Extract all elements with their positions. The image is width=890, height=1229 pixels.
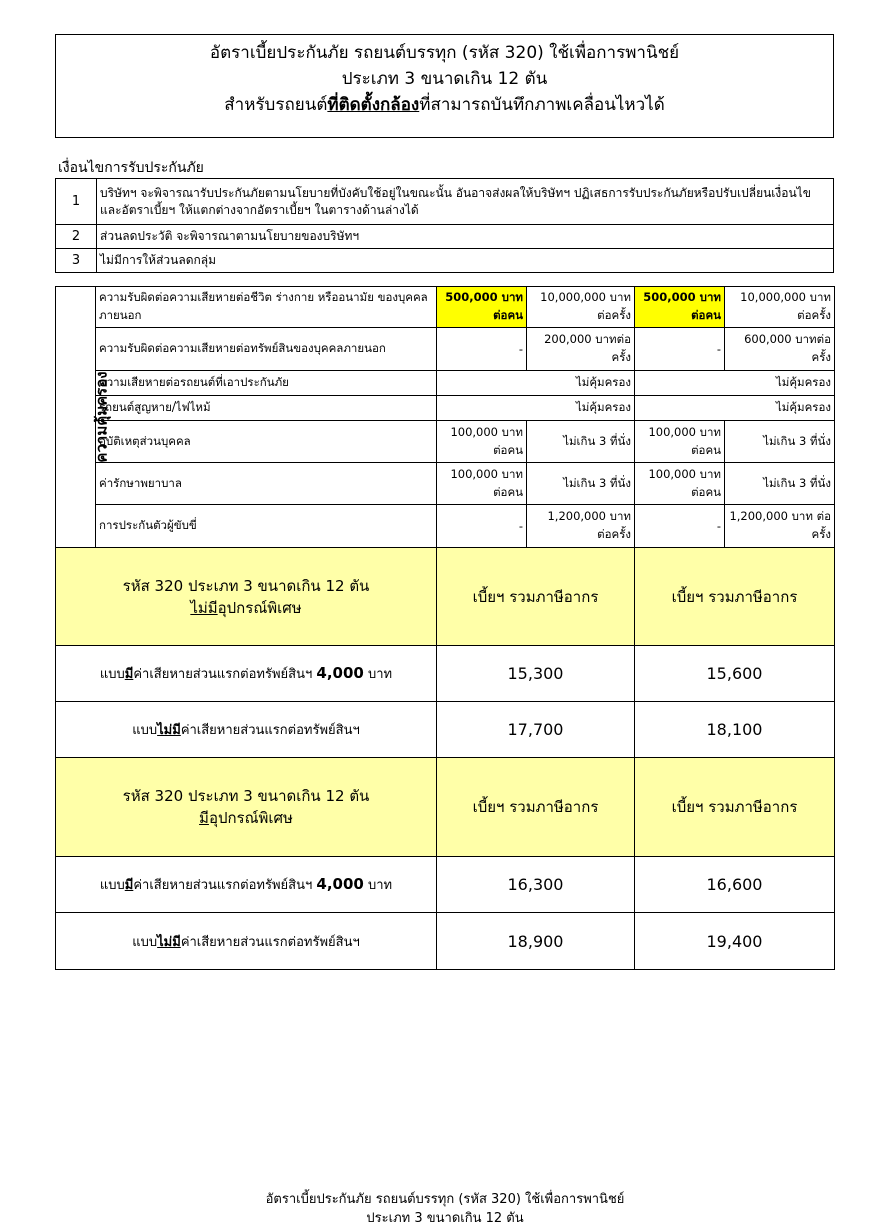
- premium-column-header: เบี้ยฯ รวมภาษีอากร: [437, 548, 635, 646]
- title-line-3-emphasis: ที่ติดตั้งกล้อง: [327, 95, 420, 115]
- premium-table-with-equipment: [55, 757, 835, 970]
- premium-column-header: เบี้ยฯ รวมภาษีอากร: [635, 758, 835, 857]
- coverage-value: 10,000,000 บาท ต่อครั้ง: [725, 287, 835, 328]
- premium-row: [56, 913, 835, 970]
- premium-header-row: [56, 548, 835, 646]
- coverage-value: 200,000 บาทต่อครั้ง: [527, 328, 635, 371]
- coverage-label: ความรับผิดต่อความเสียหายต่อทรัพย์สินของบุคคลภายนอก: [96, 328, 437, 371]
- coverage-value: ไม่คุ้มครอง: [635, 371, 835, 396]
- title-line-3-post: ที่สามารถบันทึกภาพเคลื่อนไหวได้: [419, 95, 665, 115]
- coverage-value: 100,000 บาท ต่อคน: [635, 421, 725, 463]
- coverage-value: -: [437, 328, 527, 371]
- coverage-value: -: [437, 505, 527, 548]
- coverage-value: ไม่คุ้มครอง: [437, 396, 635, 421]
- premium-row-label: แบบไม่มีค่าเสียหายส่วนแรกต่อทรัพย์สินฯ: [56, 702, 437, 758]
- premium-value: 19,400: [635, 913, 835, 970]
- coverage-label: การประกันตัวผู้ขับขี่: [96, 505, 437, 548]
- coverage-value: ไม่คุ้มครอง: [635, 396, 835, 421]
- conditions-table: [55, 178, 834, 273]
- coverage-row: [56, 287, 835, 328]
- footer-line-2: ประเภท 3 ขนาดเกิน 12 ตัน: [366, 1211, 524, 1226]
- condition-row: [56, 249, 834, 273]
- coverage-value: 1,200,000 บาท ต่อครั้ง: [527, 505, 635, 548]
- conditions-heading: เงื่อนไขการรับประกันภัย: [58, 160, 204, 176]
- premium-title-line-1: รหัส 320 ประเภท 3 ขนาดเกิน 12 ตัน: [122, 576, 370, 595]
- premium-row: [56, 702, 835, 758]
- condition-text: ไม่มีการให้ส่วนลดกลุ่ม: [97, 249, 834, 273]
- premium-value: 18,100: [635, 702, 835, 758]
- premium-row-label: แบบมีค่าเสียหายส่วนแรกต่อทรัพย์สินฯ 4,000 บาท: [56, 857, 437, 913]
- coverage-value: 100,000 บาท ต่อคน: [437, 463, 527, 505]
- premium-title-line-2: มีอุปกรณ์พิเศษ: [199, 809, 293, 827]
- condition-text: ส่วนลดประวัติ จะพิจารณาตามนโยบายของบริษัทฯ: [97, 225, 834, 249]
- document-title-box: [55, 34, 834, 138]
- coverage-label: ความเสียหายต่อรถยนต์ที่เอาประกันภัย: [96, 371, 437, 396]
- coverage-value: ไม่เกิน 3 ที่นั่ง: [725, 463, 835, 505]
- title-line-3-pre: สำหรับรถยนต์: [224, 95, 328, 115]
- condition-number: 2: [56, 225, 97, 249]
- coverage-label: รถยนต์สูญหาย/ไฟไหม้: [96, 396, 437, 421]
- title-line-2: ประเภท 3 ขนาดเกิน 12 ตัน: [341, 69, 548, 89]
- premium-value: 15,300: [437, 646, 635, 702]
- premium-title-line-2: ไม่มีอุปกรณ์พิเศษ: [190, 598, 302, 617]
- coverage-row: [56, 463, 835, 505]
- premium-value: 16,300: [437, 857, 635, 913]
- coverage-side-label: ความคุ้มครอง: [56, 287, 96, 548]
- coverage-value: ไม่คุ้มครอง: [437, 371, 635, 396]
- coverage-table: [55, 286, 835, 548]
- footer-line-1: อัตราเบี้ยประกันภัย รถยนต์บรรทุก (รหัส 320) ใช้เพื่อการพานิชย์: [265, 1192, 625, 1207]
- title-line-1: อัตราเบี้ยประกันภัย รถยนต์บรรทุก (รหัส 320) ใช้เพื่อการพานิชย์: [209, 43, 680, 63]
- coverage-value: 10,000,000 บาท ต่อครั้ง: [527, 287, 635, 328]
- coverage-row: [56, 421, 835, 463]
- condition-row: [56, 179, 834, 225]
- coverage-value: 600,000 บาทต่อครั้ง: [725, 328, 835, 371]
- premium-column-header: เบี้ยฯ รวมภาษีอากร: [635, 548, 835, 646]
- premium-header-row: [56, 758, 835, 857]
- coverage-value: 100,000 บาท ต่อคน: [437, 421, 527, 463]
- coverage-label: ค่ารักษาพยาบาล: [96, 463, 437, 505]
- premium-header-title: [56, 548, 437, 646]
- page-footer: [0, 1190, 890, 1228]
- premium-value: 16,600: [635, 857, 835, 913]
- coverage-value: ไม่เกิน 3 ที่นั่ง: [527, 421, 635, 463]
- premium-value: 15,600: [635, 646, 835, 702]
- coverage-row: [56, 371, 835, 396]
- premium-row: [56, 857, 835, 913]
- coverage-value: 1,200,000 บาท ต่อครั้ง: [725, 505, 835, 548]
- condition-row: [56, 225, 834, 249]
- premium-value: 17,700: [437, 702, 635, 758]
- coverage-label: ความรับผิดต่อความเสียหายต่อชีวิต ร่างกาย หรืออนามัย ของบุคคลภายนอก: [96, 287, 437, 328]
- coverage-value: 500,000 บาท ต่อคน: [437, 287, 527, 328]
- condition-number: 1: [56, 179, 97, 225]
- premium-table-no-equipment: [55, 547, 835, 758]
- premium-header-title: [56, 758, 437, 857]
- coverage-value: -: [635, 505, 725, 548]
- premium-row-label: แบบมีค่าเสียหายส่วนแรกต่อทรัพย์สินฯ 4,000 บาท: [56, 646, 437, 702]
- coverage-value: 500,000 บาท ต่อคน: [635, 287, 725, 328]
- premium-value: 18,900: [437, 913, 635, 970]
- coverage-value: ไม่เกิน 3 ที่นั่ง: [527, 463, 635, 505]
- premium-row-label: แบบไม่มีค่าเสียหายส่วนแรกต่อทรัพย์สินฯ: [56, 913, 437, 970]
- coverage-row: [56, 396, 835, 421]
- coverage-value: -: [635, 328, 725, 371]
- premium-row: [56, 646, 835, 702]
- condition-text: บริษัทฯ จะพิจารณารับประกันภัยตามนโยบายที่บังคับใช้อยู่ในขณะนั้น อันอาจส่งผลให้บริษัทฯ ปฏิเสธการรับประกันภัยหรือปรับเปลี่ยนเงื่อนไขและอัตราเบี้ยฯ ให้แตกต่างจากอัตราเบี้ยฯ ในตารางด้านล่างได้: [97, 179, 834, 225]
- title-line-3: [56, 92, 833, 118]
- condition-number: 3: [56, 249, 97, 273]
- coverage-row: [56, 328, 835, 371]
- coverage-value: 100,000 บาท ต่อคน: [635, 463, 725, 505]
- coverage-row: [56, 505, 835, 548]
- premium-column-header: เบี้ยฯ รวมภาษีอากร: [437, 758, 635, 857]
- premium-title-line-1: รหัส 320 ประเภท 3 ขนาดเกิน 12 ตัน: [122, 787, 370, 805]
- coverage-label: อุบัติเหตุส่วนบุคคล: [96, 421, 437, 463]
- coverage-value: ไม่เกิน 3 ที่นั่ง: [725, 421, 835, 463]
